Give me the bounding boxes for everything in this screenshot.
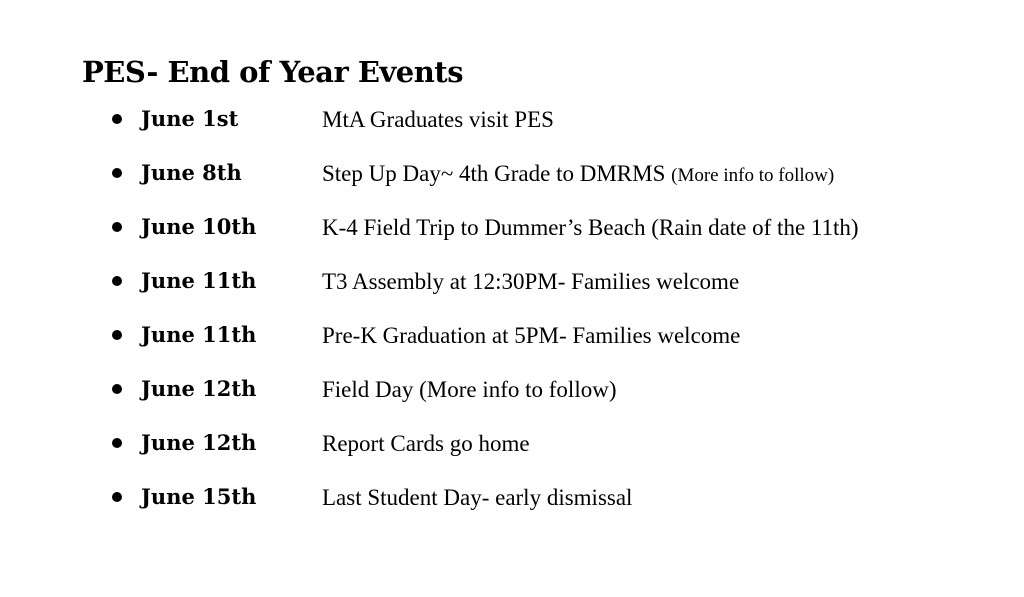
- list-item: [0, 474, 1024, 528]
- bullet-icon: [112, 492, 122, 502]
- list-item: [0, 366, 1024, 420]
- page-title: PES- End of Year Events: [82, 55, 464, 89]
- list-item: [0, 258, 1024, 312]
- bullet-icon: [112, 168, 122, 178]
- event-description-text: T3 Assembly at 12:30PM- Families welcome: [322, 269, 740, 294]
- event-description: [322, 431, 530, 457]
- event-description-text: Report Cards go home: [322, 431, 530, 456]
- event-description-text: Pre-K Graduation at 5PM- Families welcome: [322, 323, 741, 348]
- list-item: [0, 204, 1024, 258]
- event-date: June 15th: [141, 484, 257, 509]
- event-description-text: Last Student Day- early dismissal: [322, 485, 633, 510]
- list-item: [0, 96, 1024, 150]
- event-note: (More info to follow): [671, 165, 835, 186]
- list-item: [0, 420, 1024, 474]
- event-date: June 12th: [141, 430, 257, 455]
- bullet-icon: [112, 276, 122, 286]
- event-date: June 8th: [141, 160, 242, 185]
- event-description: [322, 107, 554, 133]
- event-description: [322, 215, 859, 241]
- event-description: [322, 377, 616, 403]
- event-date: June 10th: [141, 214, 257, 239]
- bullet-icon: [112, 222, 122, 232]
- event-description-text: MtA Graduates visit PES: [322, 107, 554, 132]
- event-description-text: Field Day (More info to follow): [322, 377, 617, 402]
- event-description: [322, 161, 834, 187]
- event-description: [322, 485, 632, 511]
- event-list: [0, 96, 1024, 528]
- event-description-text: K-4 Field Trip to Dummer’s Beach (Rain date of the 11th): [322, 215, 859, 240]
- list-item: [0, 150, 1024, 204]
- list-item: [0, 312, 1024, 366]
- bullet-icon: [112, 438, 122, 448]
- event-date: June 1st: [141, 106, 239, 131]
- bullet-icon: [112, 384, 122, 394]
- bullet-icon: [112, 114, 122, 124]
- bullet-icon: [112, 330, 122, 340]
- event-description: [322, 269, 739, 295]
- event-date: June 12th: [141, 376, 257, 401]
- event-description-text: Step Up Day~ 4th Grade to DMRMS: [322, 161, 666, 186]
- event-description: [322, 323, 740, 349]
- event-date: June 11th: [141, 268, 257, 293]
- event-date: June 11th: [141, 322, 257, 347]
